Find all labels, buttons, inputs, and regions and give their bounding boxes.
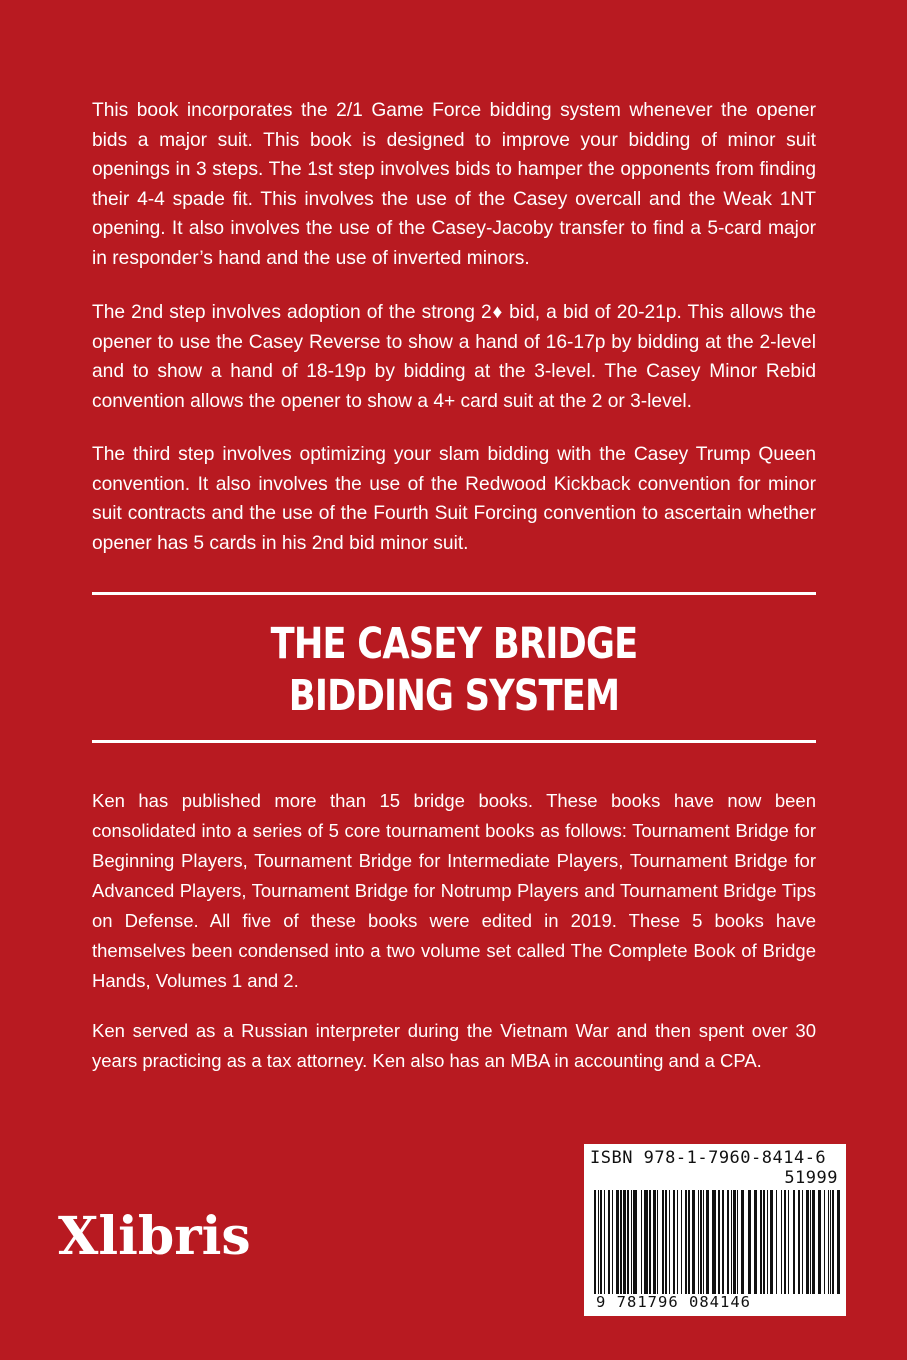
barcode-bar <box>623 1190 626 1294</box>
barcode-bar <box>718 1190 720 1294</box>
description-paragraph-2: The 2nd step involves adoption of the strong 2♦ bid, a bid of 20-21p. This allows the opener to use the Casey Reverse to show a hand of 16-17p by bidding at the 2-level and to show a hand of 18-19p by bidding at the 3-level. The Casey Minor Rebid convention allows the opener to show a 4+ card suit at the 2 or 3-level. <box>92 302 816 412</box>
barcode-bar <box>641 1190 642 1294</box>
barcode-bar <box>612 1190 613 1294</box>
barcode-bar <box>767 1190 768 1294</box>
barcode-bar <box>754 1190 757 1294</box>
barcode-bars <box>594 1190 840 1294</box>
barcode-bar <box>649 1190 651 1294</box>
barcode-bar <box>677 1190 678 1294</box>
isbn-barcode <box>584 1144 846 1316</box>
barcode-bar <box>669 1190 670 1294</box>
barcode-bar <box>594 1190 596 1294</box>
barcode-bar <box>788 1190 789 1294</box>
barcode-bar <box>712 1190 716 1294</box>
publisher-logo: Xlibris <box>58 1206 251 1267</box>
barcode-bar <box>731 1190 732 1294</box>
barcode-bar <box>837 1190 840 1294</box>
barcode-bar <box>806 1190 809 1294</box>
barcode-bar <box>706 1190 709 1294</box>
barcode-bar <box>631 1190 632 1294</box>
barcode-bar <box>685 1190 687 1294</box>
barcode-bar <box>653 1190 656 1294</box>
barcode-bar <box>616 1190 619 1294</box>
title-divider-top <box>92 592 816 595</box>
author-bio-paragraph-1: Ken has published more than 15 bridge books. These books have now been consolidated into a series of 5 core tournament books as follows: Tournament Bridge for Beginning Players, Tournament Bridge for Intermediate Players, Tournament Bridge for Advanced Players, Tournament Bridge for Notrump Players and Tournament Bridge Tips on Defense. All five of these books were edited in 2019. These 5 books have themselves been condensed into a two volume set called The Complete Book of Bridge Hands, Volumes 1 and 2. <box>92 790 816 991</box>
barcode-bar <box>598 1190 599 1294</box>
barcode-bar <box>832 1190 834 1294</box>
barcode-bar <box>802 1190 803 1294</box>
barcode-bar <box>760 1190 762 1294</box>
barcode-bar <box>633 1190 637 1294</box>
barcode-bar <box>810 1190 811 1294</box>
author-bio-paragraph-2: Ken served as a Russian interpreter during the Vietnam War and then spent over 30 years practicing as a tax attorney. Ken also has an MBA in accounting and a CPA. <box>92 1020 816 1071</box>
price-code: 51999 <box>784 1168 838 1188</box>
barcode-bar <box>698 1190 699 1294</box>
barcode-bar <box>812 1190 815 1294</box>
barcode-bar <box>737 1190 738 1294</box>
barcode-bar <box>644 1190 648 1294</box>
barcode-bar <box>830 1190 831 1294</box>
barcode-bar <box>604 1190 605 1294</box>
barcode-bar <box>828 1190 829 1294</box>
barcode-bar <box>657 1190 658 1294</box>
barcode-bar <box>703 1190 704 1294</box>
barcode-bar <box>818 1190 821 1294</box>
barcode-bar <box>776 1190 777 1294</box>
barcode-bar <box>727 1190 729 1294</box>
book-title-line-1: THE CASEY BRIDGE <box>270 619 638 669</box>
barcode-bar <box>770 1190 773 1294</box>
isbn-label: ISBN 978-1-7960-8414-6 <box>590 1148 827 1168</box>
barcode-bar <box>748 1190 751 1294</box>
barcode-bar <box>700 1190 702 1294</box>
barcode-bar <box>620 1190 622 1294</box>
barcode-bar <box>798 1190 800 1294</box>
description-paragraph-3: The third step involves optimizing your slam bidding with the Casey Trump Queen convention. It also involves the use of the Redwood Kickback convention for minor suit contracts and the use of the Fourth Suit Forcing convention to ascertain whether opener has 5 cards in his 2nd bid minor suit. <box>92 444 816 554</box>
barcode-bar <box>781 1190 782 1294</box>
barcode-bar <box>665 1190 667 1294</box>
barcode-bar <box>681 1190 682 1294</box>
barcode-bar <box>793 1190 795 1294</box>
barcode-bar <box>733 1190 736 1294</box>
barcode-bar <box>763 1190 765 1294</box>
title-divider-bottom <box>92 740 816 743</box>
barcode-bar <box>627 1190 629 1294</box>
barcode-bar <box>784 1190 786 1294</box>
barcode-bar <box>608 1190 610 1294</box>
barcode-number: 9 781796 084146 <box>596 1293 751 1311</box>
barcode-bar <box>692 1190 695 1294</box>
barcode-bar <box>673 1190 675 1294</box>
barcode-bar <box>600 1190 602 1294</box>
barcode-bar <box>824 1190 825 1294</box>
description-paragraph-1: This book incorporates the 2/1 Game Force bidding system whenever the opener bids a major suit. This book is designed to improve your bidding of minor suit openings in 3 steps. The 1st step involves bids to hamper the opponents from finding their 4-4 spade fit. This involves the use of the Casey overcall and the Weak 1NT opening. It also involves the use of the Casey-Jacoby transfer to find a 5-card major in responder’s hand and the use of inverted minors. <box>92 100 816 269</box>
barcode-bar <box>662 1190 664 1294</box>
book-title-line-2: BIDDING SYSTEM <box>288 671 620 721</box>
barcode-bar <box>741 1190 744 1294</box>
barcode-bar <box>688 1190 690 1294</box>
barcode-bar <box>722 1190 724 1294</box>
